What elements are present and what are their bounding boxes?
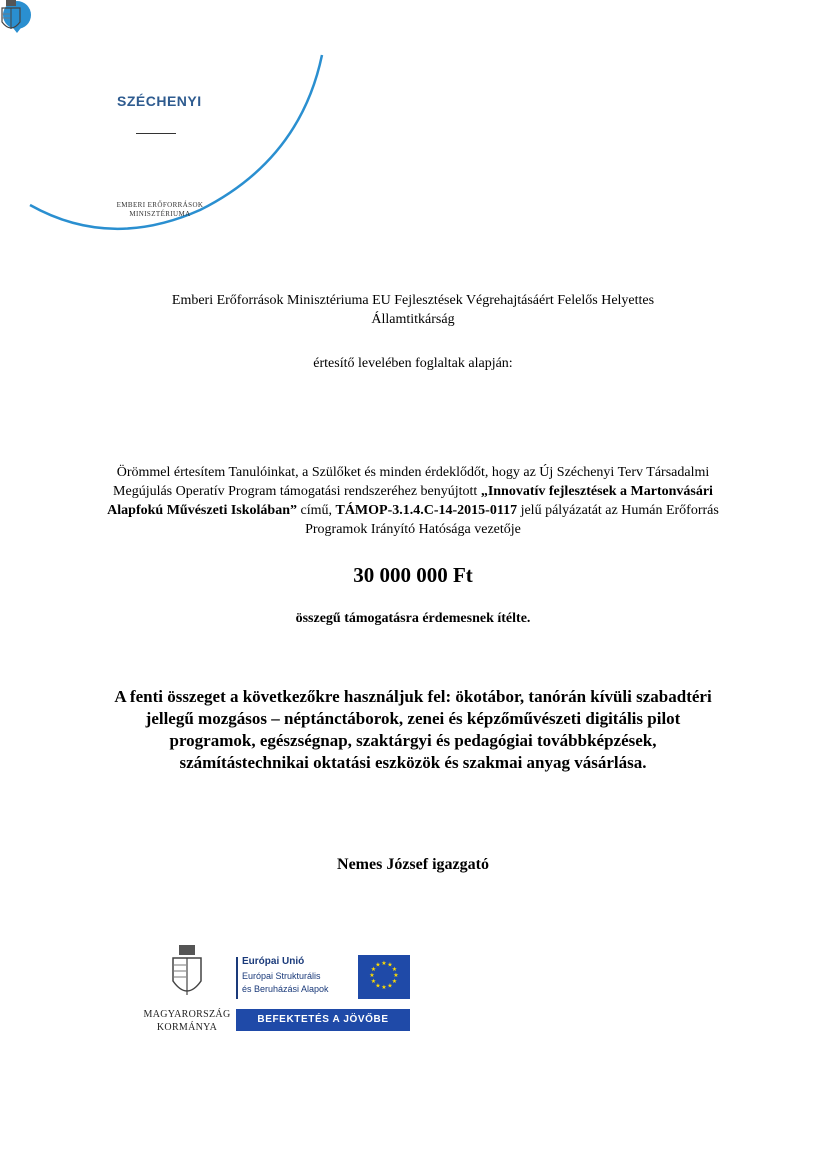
svg-text:★: ★ [370,978,377,985]
svg-text:★: ★ [387,961,393,969]
announce-text-3: jelű pályázatát az Humán Erőforrás Programok Irányító Hatósága vezetője [305,503,719,537]
intro-paragraph [90,291,736,329]
usage-paragraph: A fenti összeget a következőkre használjuk fel: ökotábor, tanórán kívüli szabadtéri jellegű mozgásos – néptánctáborok, zenei és képzőművészeti digitális pilot programok, egészségnap, szaktárgyi és pedagógiai továbbképzések, számítástechnikai oktatási eszközök és szakmai anyag vásárlása. [114,687,712,772]
svg-text:★: ★ [370,966,377,973]
eu-subtitle-1: Európai Strukturális [242,971,321,981]
announce-text-2: című, [296,503,336,518]
hungarian-crest-icon [0,0,22,34]
eu-subtitle-2: és Beruházási Alapok [242,984,329,994]
eu-divider [236,957,238,999]
svg-text:★: ★ [387,982,393,990]
header-divider [136,133,176,134]
government-crest-icon [170,945,204,1003]
svg-text:★: ★ [375,961,381,969]
szechenyi-wordmark: SZÉCHENYI [117,93,202,109]
header-arc [0,0,360,260]
hungarian-government-logo [140,945,234,1045]
project-code: TÁMOP-3.1.4.C-14-2015-0117 [335,503,518,518]
eu-slogan-banner: BEFEKTETÉS A JÖVŐBE [236,1009,410,1031]
eu-title: Európai Unió [242,956,305,967]
svg-text:★: ★ [391,978,398,985]
svg-text:★: ★ [381,960,387,967]
government-line1: MAGYARORSZÁG [143,1009,231,1020]
announce-text-1: Örömmel értesítem Tanulóinkat, a Szülőket és minden érdeklődőt, hogy az Új Széchenyi Terv Társadalmi Megújulás Operatív Program támogatási rendszeréhez benyújtott [113,465,710,499]
project-title: „Innovatív fejlesztések a Martonvásári Alapfokú Művészeti Iskolában” [107,484,713,518]
grant-amount: 30 000 000 Ft [353,563,473,587]
eu-funds-logo [236,953,412,1033]
brand-year: 2020 [212,98,234,108]
szechenyi-2020-logo [0,0,360,260]
announcement-paragraph [90,463,736,539]
svg-text:★: ★ [369,972,375,979]
award-text: összegű támogatásra érdemesnek ítélte. [295,611,531,626]
ministry-name-line1: EMBERI ERŐFORRÁSOK [116,201,204,209]
intro-line-2: Államtitkárság [371,312,455,327]
svg-text:★: ★ [375,982,381,990]
intro-line-3: értesítő levelében foglaltak alapján: [313,356,513,371]
svg-text:★: ★ [393,972,399,979]
svg-text:★: ★ [381,984,387,991]
ministry-name-line2: MINISZTÉRIUMA [129,210,191,218]
eu-flag-icon [358,955,410,999]
intro-line-1: Emberi Erőforrások Minisztériuma EU Fejlesztések Végrehajtásáért Felelős Helyettes [171,293,655,308]
signature: Nemes József igazgató [337,856,489,873]
government-line2: KORMÁNYA [156,1022,218,1033]
svg-text:★: ★ [391,966,398,973]
